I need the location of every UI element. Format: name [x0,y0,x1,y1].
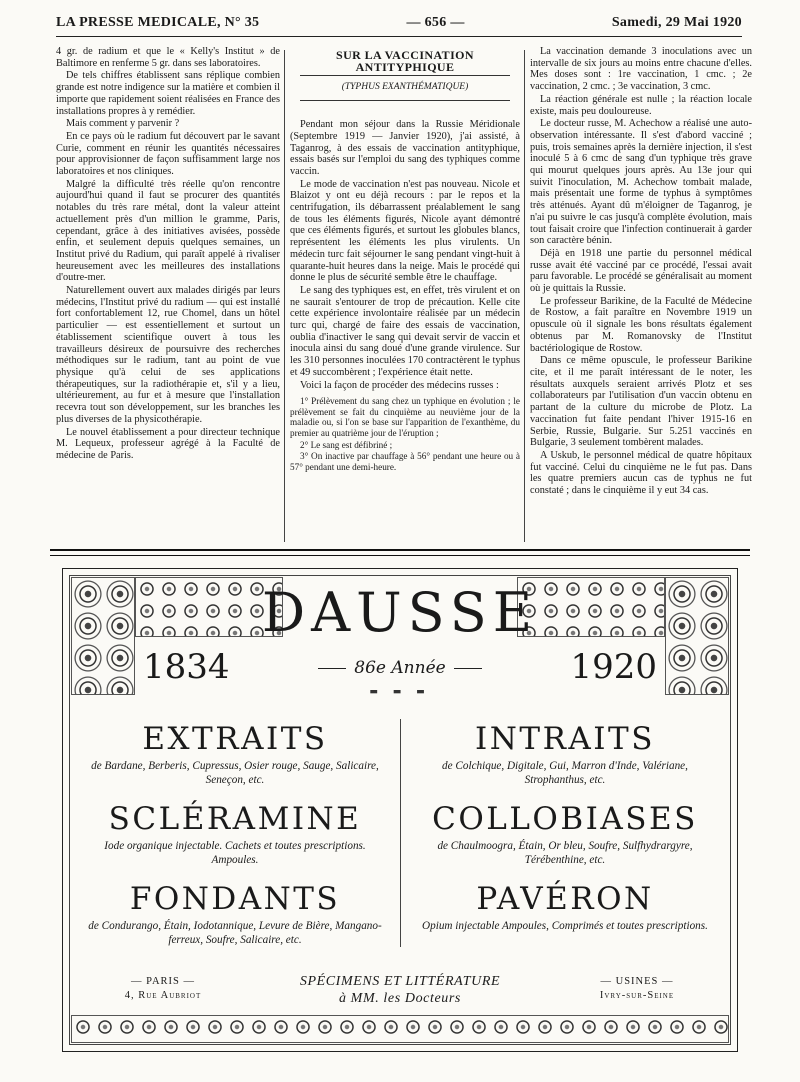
factory-address [567,975,707,1003]
paragraph: En ce pays où le radium fut découvert par le savant Curie, comment en réunir les quantités nécessaires pour approvisionner de façon suffisamment large nos laboratoires et nos cliniques. [56,130,280,178]
paragraph: Le sang des typhiques est, en effet, très virulent et on ne saurait s'entourer de trop de précaution. Kelle cite cette expérience involontaire réalisée par un médecin turc qui, chargé de faire des essais de vaccination, oublia d'inactiver le sang qui devait servir de vaccin et inocula ainsi du sang doué d'une grande virulence. Sur les 310 personnes inoculées 170 contractèrent le typhus et 49 succombèrent ; l'expérience était nette. [290,284,520,378]
subtitle-rule [300,100,510,101]
paragraph: Le professeur Barikine, de la Faculté de Médecine de Rostow, a fait paraître en Novembre 1919 un opuscule où il signale les bons résultats également obtenus par M. Romanovsky de l'Institut bactériologique de Rostow. [530,295,752,354]
edition-line [63,657,737,679]
paragraph: Dans ce même opuscule, le professeur Barikine cite, et il me paraît intéressant de le noter, les résultats auxquels seraient arrivés Plotz et ses collaborateurs par l'utilisation d'un vaccin obtenu en partant de la culture du microbe de Plotz. La vaccination fut faite pendant l'hiver 1915-16 en Serbie, Russie, Bulgarie. Sur 5.251 vaccinés en Bulgarie, 3 seulement tombèrent malades. [530,355,752,449]
factory-location: Ivry-sur-Seine [599,990,675,1001]
article-subtitle: (TYPHUS EXANTHÉMATIQUE) [341,82,469,93]
product-intraits [415,721,715,787]
product-divider [400,719,401,947]
paragraph: Déjà en 1918 une partie du personnel médical russe avait été vacciné par ce procédé, l'essai avait paru favorable. Le procédé se généralisait au moment où je quittais la Russie. [530,247,752,295]
product-name: COLLOBIASES [432,801,698,837]
dotted-ornament: ▬ ▬ ▬ [369,687,431,697]
paragraph: Naturellement ouvert aux malades dirigés par leurs médecins, l'Institut privé du radium — qui est installé fort confortablement 12, rue Chomel, dans un hôtel particulier — est essentiellement et surtout un établissement scientifique ouvert à tous les travailleurs désireux de poursuivre des recherches méthodiques sur le radium, tant au point de vue physique qu'à celui de ses applications thérapeutiques, sur la radiothérapie et, s'il y a lieu, ultérieurement, au fur et à mesure que l'installation recevra tout son développement, sur les branches les plus diverses de la physicothérapie. [56,285,280,425]
product-scleramine [85,801,385,867]
procedure-steps [290,396,520,472]
edition-label: 86e Année [354,658,446,678]
paragraph: Pendant mon séjour dans la Russie Méridionale (Septembre 1919 — Janvier 1920), j'ai assisté, à Taganrog, à des essais de vaccination antityphique, essais basés sur l'emploi du sang des typhiques comme vaccin. [290,119,520,177]
step: 2° Le sang est défibriné ; [300,439,393,450]
product-desc: Opium injectable Ampoules, Comprimés et toutes prescriptions. [422,920,708,932]
section-double-rule [50,549,750,556]
paragraph: Voici la façon de procéder des médecins russes : [300,379,499,391]
page-number: — 656 — [406,15,465,30]
column-divider [524,50,525,542]
paris-address [93,975,233,1003]
paragraph: Le nouvel établissement a pour directeur technique M. Lequeux, professeur agrégé à la Faculté de médecine de Paris. [56,426,280,461]
paragraph: Le mode de vaccination n'est pas nouveau. Nicole et Blaizot y ont eu déjà recours : par le repos et la centrifugation, ils débarrassent préalablement le sang de tous les éléments figurés, Nicole ayant démontré que ces éléments figurés, et surtout les globules blancs, représentent les éléments les plus virulents. Un médecin turc fait séjourner le sang pendant vingt-huit à quarante-huit heures dans la neige. Mais le procédé qui donne le plus de sécurité semble être le chauffage. [290,178,520,284]
paragraph: La réaction générale est nulle ; la réaction locale existe, mais peu douloureuse. [530,93,752,117]
step: 1° Prélèvement du sang chez un typhique en évolution ; le prélèvement se fait du cinquième au neuvième jour de la maladie ou, si l'on se base sur l'apparition de l'exanthème, du premier au quatrième jour de l'éruption ; [290,396,520,439]
product-name: EXTRAITS [142,721,328,757]
column-divider [284,50,285,542]
specimens-line: SPÉCIMENS ET LITTÉRATURE [299,974,501,989]
product-fondants [85,881,385,947]
paragraph: La vaccination demande 3 inoculations avec un intervalle de six jours au moins entre chacune d'elles. Mes doses sont : 1re vaccination, 1 cmc. ; 2e vaccination, 2 cmc. ; 3e vaccination, 3 cmc. [530,46,752,93]
product-name: FONDANTS [129,881,341,917]
doctors-line: à MM. les Docteurs [338,991,461,1006]
running-header [56,14,742,32]
journal-issue: LA PRESSE MEDICALE, N° 35 [56,15,260,30]
product-extraits [85,721,385,787]
paris-label: — PARIS — [130,976,196,987]
title-rule [300,75,510,76]
current-year: 1920 [570,647,657,687]
dausse-advertisement [62,568,738,1052]
product-paveron [415,881,715,933]
brand-name: DAUSSE [261,581,539,644]
product-desc: de Colchique, Digitale, Gui, Marron d'Inde, Valériane, Strophanthus, etc. [442,760,688,786]
article-title: SUR LA VACCINATION ANTITYPHIQUE [336,48,474,74]
founding-year: 1834 [143,647,230,687]
paragraph: 4 gr. de radium et que le « Kelly's Institut » de Baltimore en renferme 5 gr. dans ses laboratoires. [56,46,280,69]
column-article [290,46,520,544]
factory-label: — USINES — [600,976,674,987]
paris-street: 4, Rue Aubriot [124,990,202,1001]
product-name: INTRAITS [475,721,655,757]
paragraph: Mais comment y parvenir ? [66,118,180,130]
header-rule [56,36,742,37]
dash-right [454,668,482,669]
step: 3° On inactive par chauffage à 56° pendant une heure ou à 57° pendant une demi-heure. [290,451,520,472]
dash-left [318,668,346,669]
column-vaccination [530,46,752,524]
paragraph: Le docteur russe, M. Achechow a réalisé une auto-observation intéressante. Il s'est d'abord vacciné ; puis, trois semaines après la dernière injection, il s'est inoculé 5 à 6 cmc de sang d'un typhique très grave qui mourut quelques jours après. Au 13e jour qui suivit l'inoculation, M. Achechow tombait malade, mais présentait une forme de typhus à symptômes très atténués. Ayant dû m'éloigner de Taganrog, je n'ai pu suivre le cas jusqu'à complète évolution, mais tout faisait croire que l'infection continuerait à garder son caractère bénin. [530,118,752,247]
product-desc: de Condurango, Étain, Iodotannique, Levure de Bière, Mangano-ferreux, Soufre, Salicaire, etc. [88,920,382,946]
ad-footer [63,975,737,1025]
product-name: PAVÉRON [476,881,654,917]
text-columns [56,46,752,544]
paragraph: A Uskub, le personnel médical de quatre hôpitaux fut vacciné. Celui du cinquième ne le fut pas. Dans les quatre premiers aucun cas de typhus ne fut constaté ; dans le cinquième il y eut 34 cas. [530,449,752,497]
product-name: SCLÉRAMINE [108,801,362,837]
paragraph: De tels chiffres établissent sans réplique combien grande est notre indigence sur la matière et combien il importe que rapidement soient réalisées en France des installations propres à y remédier. [56,70,280,117]
column-radium [56,46,280,508]
product-collobiases [415,801,715,867]
issue-date: Samedi, 29 Mai 1920 [611,15,742,30]
product-desc: de Chaulmoogra, Étain, Or bleu, Soufre, Sulfhydrargyre, Térébenthine, etc. [437,840,693,866]
specimens-notice [223,973,577,1007]
product-desc: de Bardane, Berberis, Cupressus, Osier rouge, Sauge, Salicaire, Seneçon, etc. [91,760,379,786]
paragraph: Malgré la difficulté très réelle qu'on rencontre aujourd'hui quand il faut se procurer des quantités notables du très rare métal, dont la valeur atteint actuellement près d'un million le gramme, Paris, cependant, grâce à des initiatives avisées, possède enfin, et seulement depuis quelques semaines, un Institut privé du Radium, qui paraît appelé à rivaliser heureusement avec les meilleures des installations d'outre-mer. [56,178,280,284]
product-desc: Iode organique injectable. Cachets et toutes prescriptions. Ampoules. [104,840,366,866]
